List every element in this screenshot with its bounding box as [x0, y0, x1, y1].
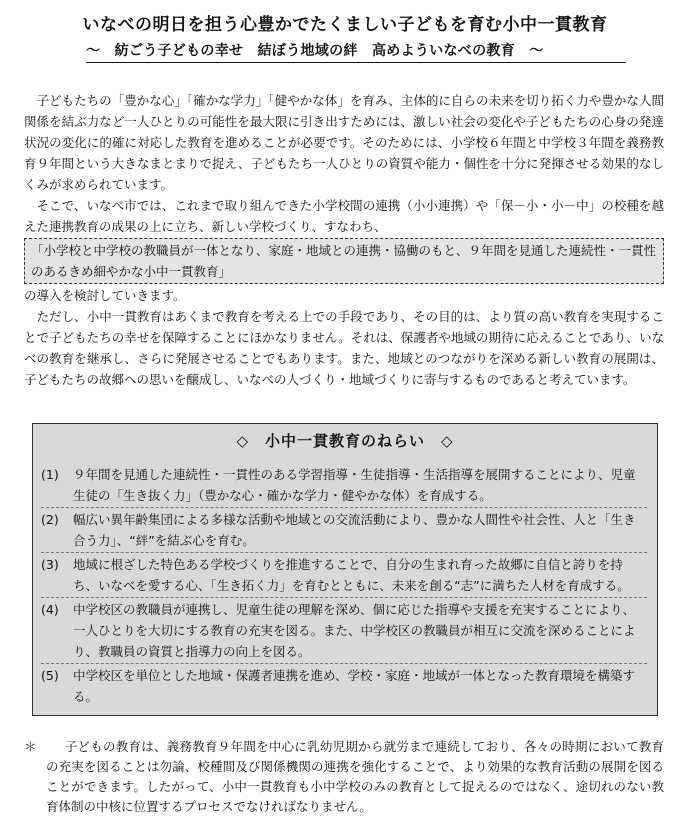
- paragraph-1: 子どもたちの「豊かな心」「確かな学力」「健やかな体」を育み、主体的に自らの未来を切り拓く力や豊かな人間関係を結ぶ力など一人ひとりの可能性を最大限に引き出すためには、激しい社会の変化や子どもたちの心身の発達状況の変化に的確に対応した教育を進めることが必要です。そのためには、小学校６年間と中学校３年間を義務教育９年間という大きなまとまりで捉え、子どもたち一人ひとりの資質や能力・個性を十分に発揮させる効果的なしくみが求められています。: [24, 93, 664, 192]
- goal-divider: [41, 552, 647, 553]
- page-subtitle: ～ 紡ごう子どもの幸せ 結ぼう地域の絆 高めよういなべの教育 ～: [86, 40, 626, 63]
- goal-number: (4): [41, 602, 59, 617]
- footnote-text: 子どもの教育は、義務教育９年間を中心に乳幼児期から就労まで連続しており、各々の時期において教育の充実を図ることは勿論、校種間及び関係機関の連携を強化することで、より効果的な教育活動の展開を図ることができます。したがって、小中一貫教育も小中学校のみの教育として捉えるのではなく、途切れのない教育体制の中核に位置するプロセスでなければなりません。: [46, 739, 664, 814]
- goal-text: 中学校区の教職員が連携し、児童生徒の理解を深め、個に応じた指導や支援を充実することにより、一人ひとりを大切にする教育の充実を図る。また、中学校区の教職員が相互に交流を深めることにより、教職員の資質と指導力の向上を図る。: [73, 602, 636, 659]
- goal-item-4: [41, 599, 647, 662]
- goals-box: [32, 423, 658, 716]
- goal-text: ９年間を見通した連続性・一貫性のある学習指導・生徒指導・生活指導を展開することにより、児童生徒の「生き抜く力」（豊かな心・確かな学力・健やかな体）を育成する。: [73, 467, 636, 503]
- goal-divider: [41, 507, 647, 508]
- goal-number: (2): [41, 512, 59, 527]
- goal-text: 地域に根ざした特色ある学校づくりを推進することで、自分の生まれ育った故郷に自信と誇りを持ち、いなべを愛する心、「生き拓く力」を育むとともに、未来を創る“志”に満ちた人材を育成する。: [73, 557, 630, 593]
- definition-quote-box: 「小学校と中学校の教職員が一体となり、家庭・地域との連携・協働のもと、９年間を見通した連続性・一貫性のあるきめ細やかな小中一貫教育」: [24, 238, 664, 284]
- goal-divider: [41, 597, 647, 598]
- goal-item-3: [41, 554, 647, 596]
- goals-title: ◇ 小中一貫教育のねらい ◇: [236, 432, 454, 450]
- goal-item-5: [41, 665, 647, 707]
- intro-section: [24, 90, 664, 390]
- paragraph-3: の導入を検討していきます。: [24, 288, 186, 303]
- goal-text: 中学校区を単位とした地域・保護者連携を進め、学校・家庭・地域が一体となった教育環境を構築する。: [73, 668, 636, 704]
- goal-item-2: [41, 509, 647, 551]
- goal-number: (5): [41, 668, 59, 683]
- paragraph-2: そこで、いなべ市では、これまで取り組んできた小学校間の連携（小小連携）や「保－小・小－中」の校種を越えた連携教育の成果の上に立ち、新しい学校づくり、すなわち、: [24, 198, 664, 234]
- goal-item-1: [41, 464, 647, 506]
- page-title: いなべの明日を担う心豊かでたくましい子どもを育む小中一貫教育: [82, 15, 608, 35]
- goal-text: 幅広い異年齢集団による多様な活動や地域との交流活動により、豊かな人間性や社会性、人と「生き合う力」、“絆”を結ぶ心を育む。: [73, 512, 636, 548]
- goal-number: (3): [41, 557, 59, 572]
- goal-number: (1): [41, 467, 59, 482]
- asterisk-mark: ＊: [24, 739, 37, 754]
- paragraph-4: ただし、小中一貫教育はあくまで教育を考える上での手段であり、その目的は、より質の高い教育を実現することで子どもたちの幸せを保障することにほかなりません。それは、保護者や地域の期待に応えることであり、いなべの教育を継承し、さらに発展させることでもあります。また、地域とのつながりを深める新しい教育の展開は、子どもたちの故郷への思いを醸成し、いなべの人づくり・地域づくりに寄与するものであると考えています。: [24, 309, 664, 387]
- footnote: [24, 737, 664, 817]
- goal-divider: [41, 663, 647, 664]
- goals-list: [41, 464, 647, 707]
